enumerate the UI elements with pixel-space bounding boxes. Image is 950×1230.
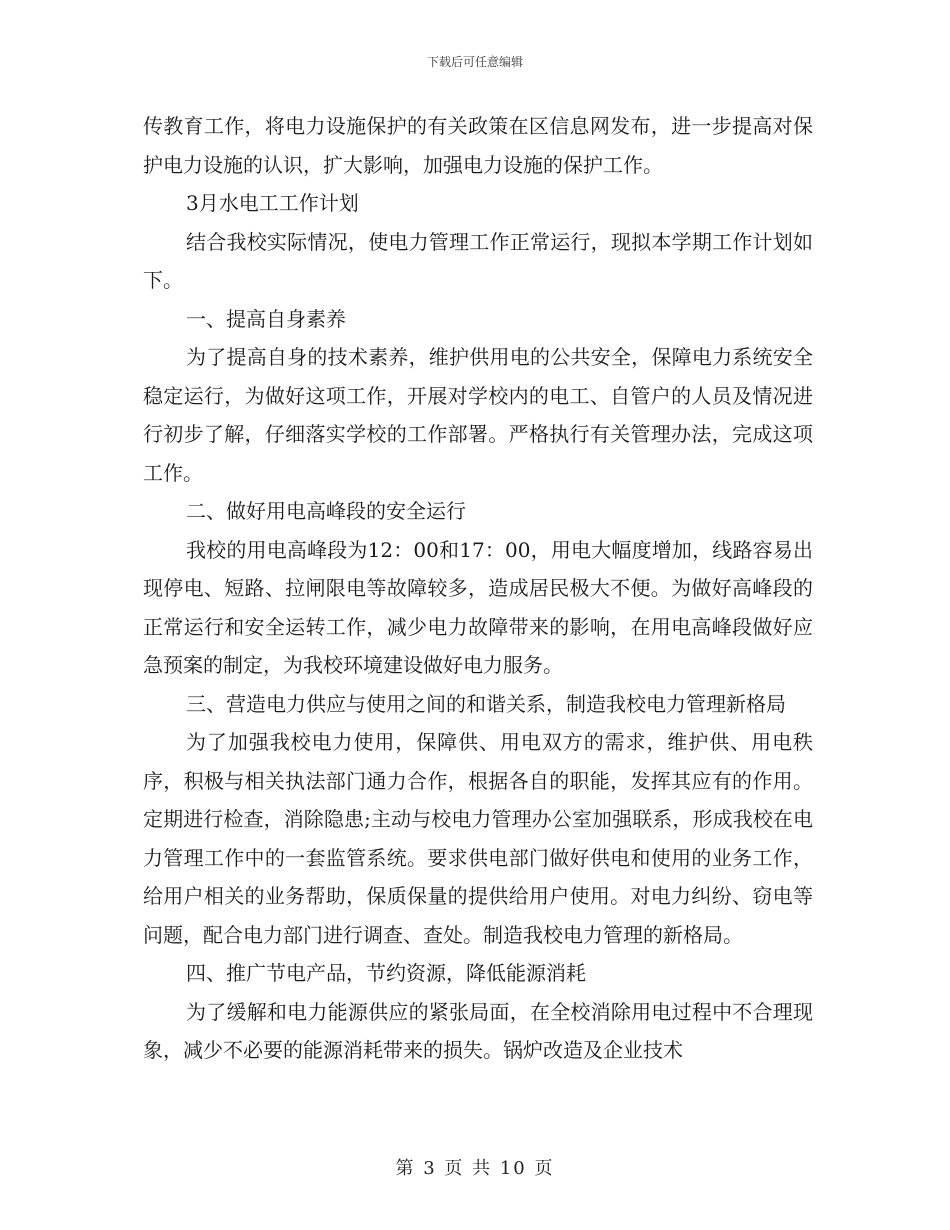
paragraph-2: 我校的用电高峰段为12：00和17：00，用电大幅度增加，线路容易出现停电、短路、拉闸限电等故障较多，造成居民极大不便。为做好高峰段的正常运行和安全运转工作，减少电力故障带来的影响，在用电高峰段做好应急预案的制定，为我校环境建设做好电力服务。 (143, 537, 813, 677)
page-number-footer: 第 3 页 共 10 页 (395, 1158, 555, 1179)
paragraph-1: 为了提高自身的技术素养，维护供用电的公共安全，保障电力系统安全稳定运行，为做好这项工作，开展对学校内的电工、自管户的人员及情况进行初步了解，仔细落实学校的工作部署。严格执行有关管理办法，完成这项工作。 (143, 345, 813, 485)
paragraph-continuation: 传教育工作，将电力设施保护的有关政策在区信息网发布，进一步提高对保护电力设施的认识，扩大影响，加强电力设施的保护工作。 (143, 114, 813, 177)
page-header-note: 下载后可任意编辑 (426, 55, 523, 69)
heading-1: 一、提高自身素养 (186, 306, 346, 331)
section-title: 3月水电工工作计划 (186, 191, 359, 215)
paragraph-3: 为了加强我校电力使用，保障供、用电双方的需求，维护供、用电秩序，积极与相关执法部门通力合作，根据各自的职能，发挥其应有的作用。定期进行检查，消除隐患;主动与校电力管理办公室加强联系，形成我校在电力管理工作中的一套监管系统。要求供电部门做好供电和使用的业务工作，给用户相关的业务帮助，保质保量的提供给用户使用。对电力纠纷、窃电等问题，配合电力部门进行调查、查处。制造我校电力管理的新格局。 (143, 730, 813, 947)
heading-4: 四、推广节电产品，节约资源，降低能源消耗 (186, 961, 586, 985)
paragraph-4: 为了缓解和电力能源供应的紧张局面，在全校消除用电过程中不合理现象，减少不必要的能源消耗带来的损失。锅炉改造及企业技术 (143, 999, 813, 1062)
document-body (143, 107, 813, 1070)
heading-2: 二、做好用电高峰段的安全运行 (186, 499, 466, 523)
paragraph-intro: 结合我校实际情况，使电力管理工作正常运行，现拟本学期工作计划如下。 (143, 229, 813, 292)
heading-3: 三、营造电力供应与使用之间的和谐关系，制造我校电力管理新格局 (186, 691, 786, 716)
